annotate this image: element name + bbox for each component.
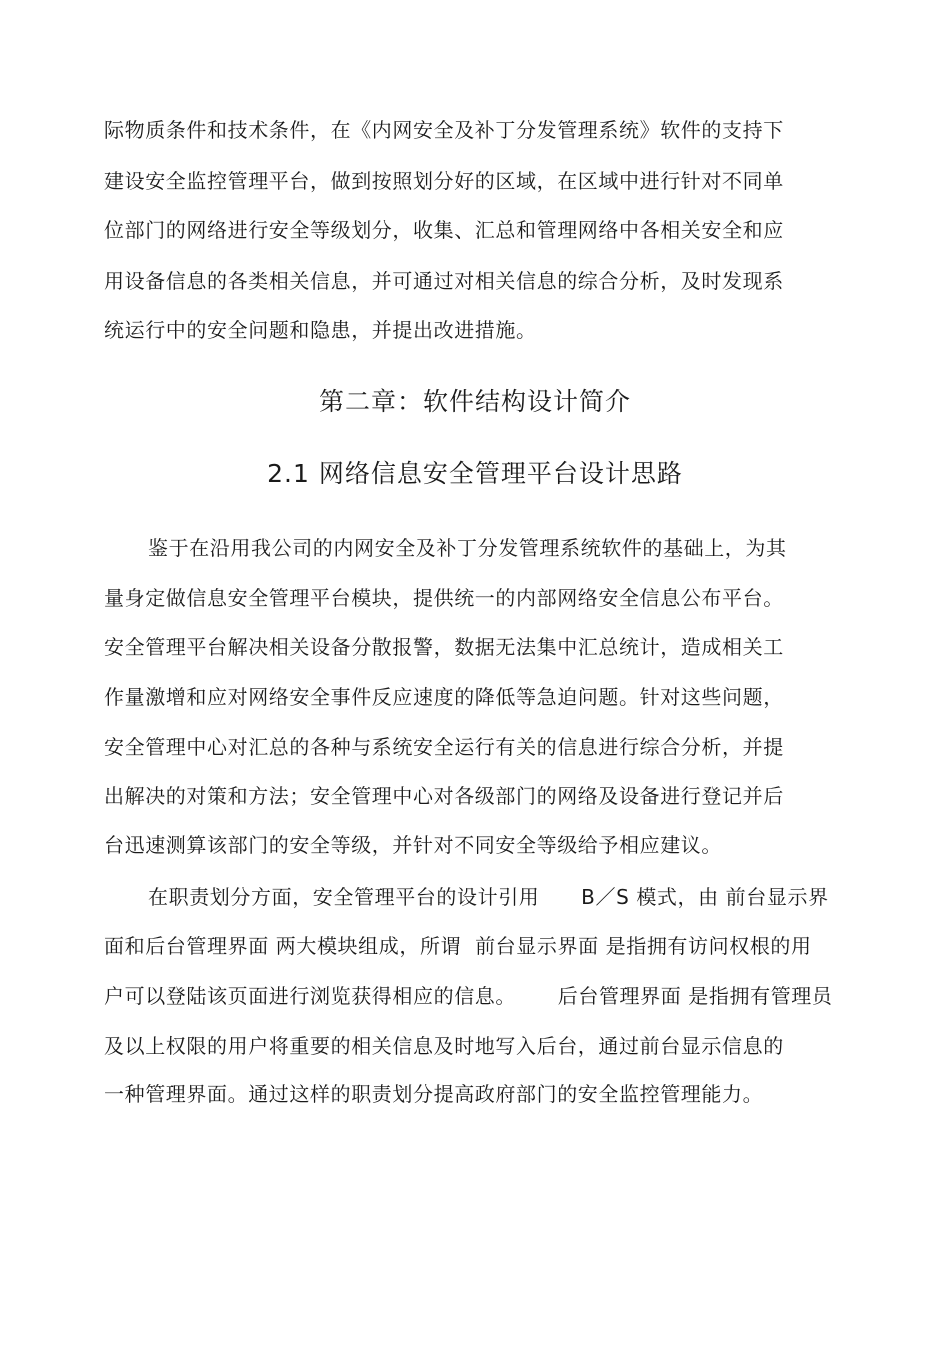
text-line: 安全管理中心对汇总的各种与系统安全运行有关的信息进行综合分析，并提 (104, 735, 784, 759)
text-line: 一种管理界面。通过这样的职责划分提高政府部门的安全监控管理能力。 (104, 1082, 764, 1106)
text-line: 安全管理平台解决相关设备分散报警，数据无法集中汇总统计，造成相关工 (104, 635, 784, 659)
text-line: 鉴于在沿用我公司的内网安全及补丁分发管理系统软件的基础上，为其 (148, 536, 787, 560)
text-line: 台迅速测算该部门的安全等级，并针对不同安全等级给予相应建议。 (104, 833, 722, 857)
text-line: 统运行中的安全问题和隐患，并提出改进措施。 (104, 318, 537, 342)
text-line: 际物质条件和技术条件，在《内网安全及补丁分发管理系统》软件的支持下 (104, 118, 784, 142)
text-line: 户可以登陆该页面进行浏览获得相应的信息。 后台管理界面 是指拥有管理员 (104, 984, 833, 1008)
text-line: 在职责划分方面，安全管理平台的设计引用 B／S 模式，由 前台显示界 (148, 885, 829, 909)
text-line: 建设安全监控管理平台，做到按照划分好的区域，在区域中进行针对不同单 (104, 169, 784, 193)
text-line: 位部门的网络进行安全等级划分，收集、汇总和管理网络中各相关安全和应 (104, 218, 784, 242)
text-line: 作量激增和应对网络安全事件反应速度的降低等急迫问题。针对这些问题， (104, 685, 784, 709)
text-line: 用设备信息的各类相关信息，并可通过对相关信息的综合分析，及时发现系 (104, 269, 784, 293)
chapter-title: 第二章：软件结构设计简介 (318, 387, 631, 416)
text-line: 面和后台管理界面 两大模块组成，所谓 前台显示界面 是指拥有访问权根的用 (104, 934, 812, 958)
text-line: 量身定做信息安全管理平台模块，提供统一的内部网络安全信息公布平台。 (104, 586, 784, 610)
text-line: 出解决的对策和方法；安全管理中心对各级部门的网络及设备进行登记并后 (104, 784, 784, 808)
text-line: 及以上权限的用户将重要的相关信息及时地写入后台，通过前台显示信息的 (104, 1034, 784, 1058)
section-title: 2.1 网络信息安全管理平台设计思路 (267, 459, 683, 488)
